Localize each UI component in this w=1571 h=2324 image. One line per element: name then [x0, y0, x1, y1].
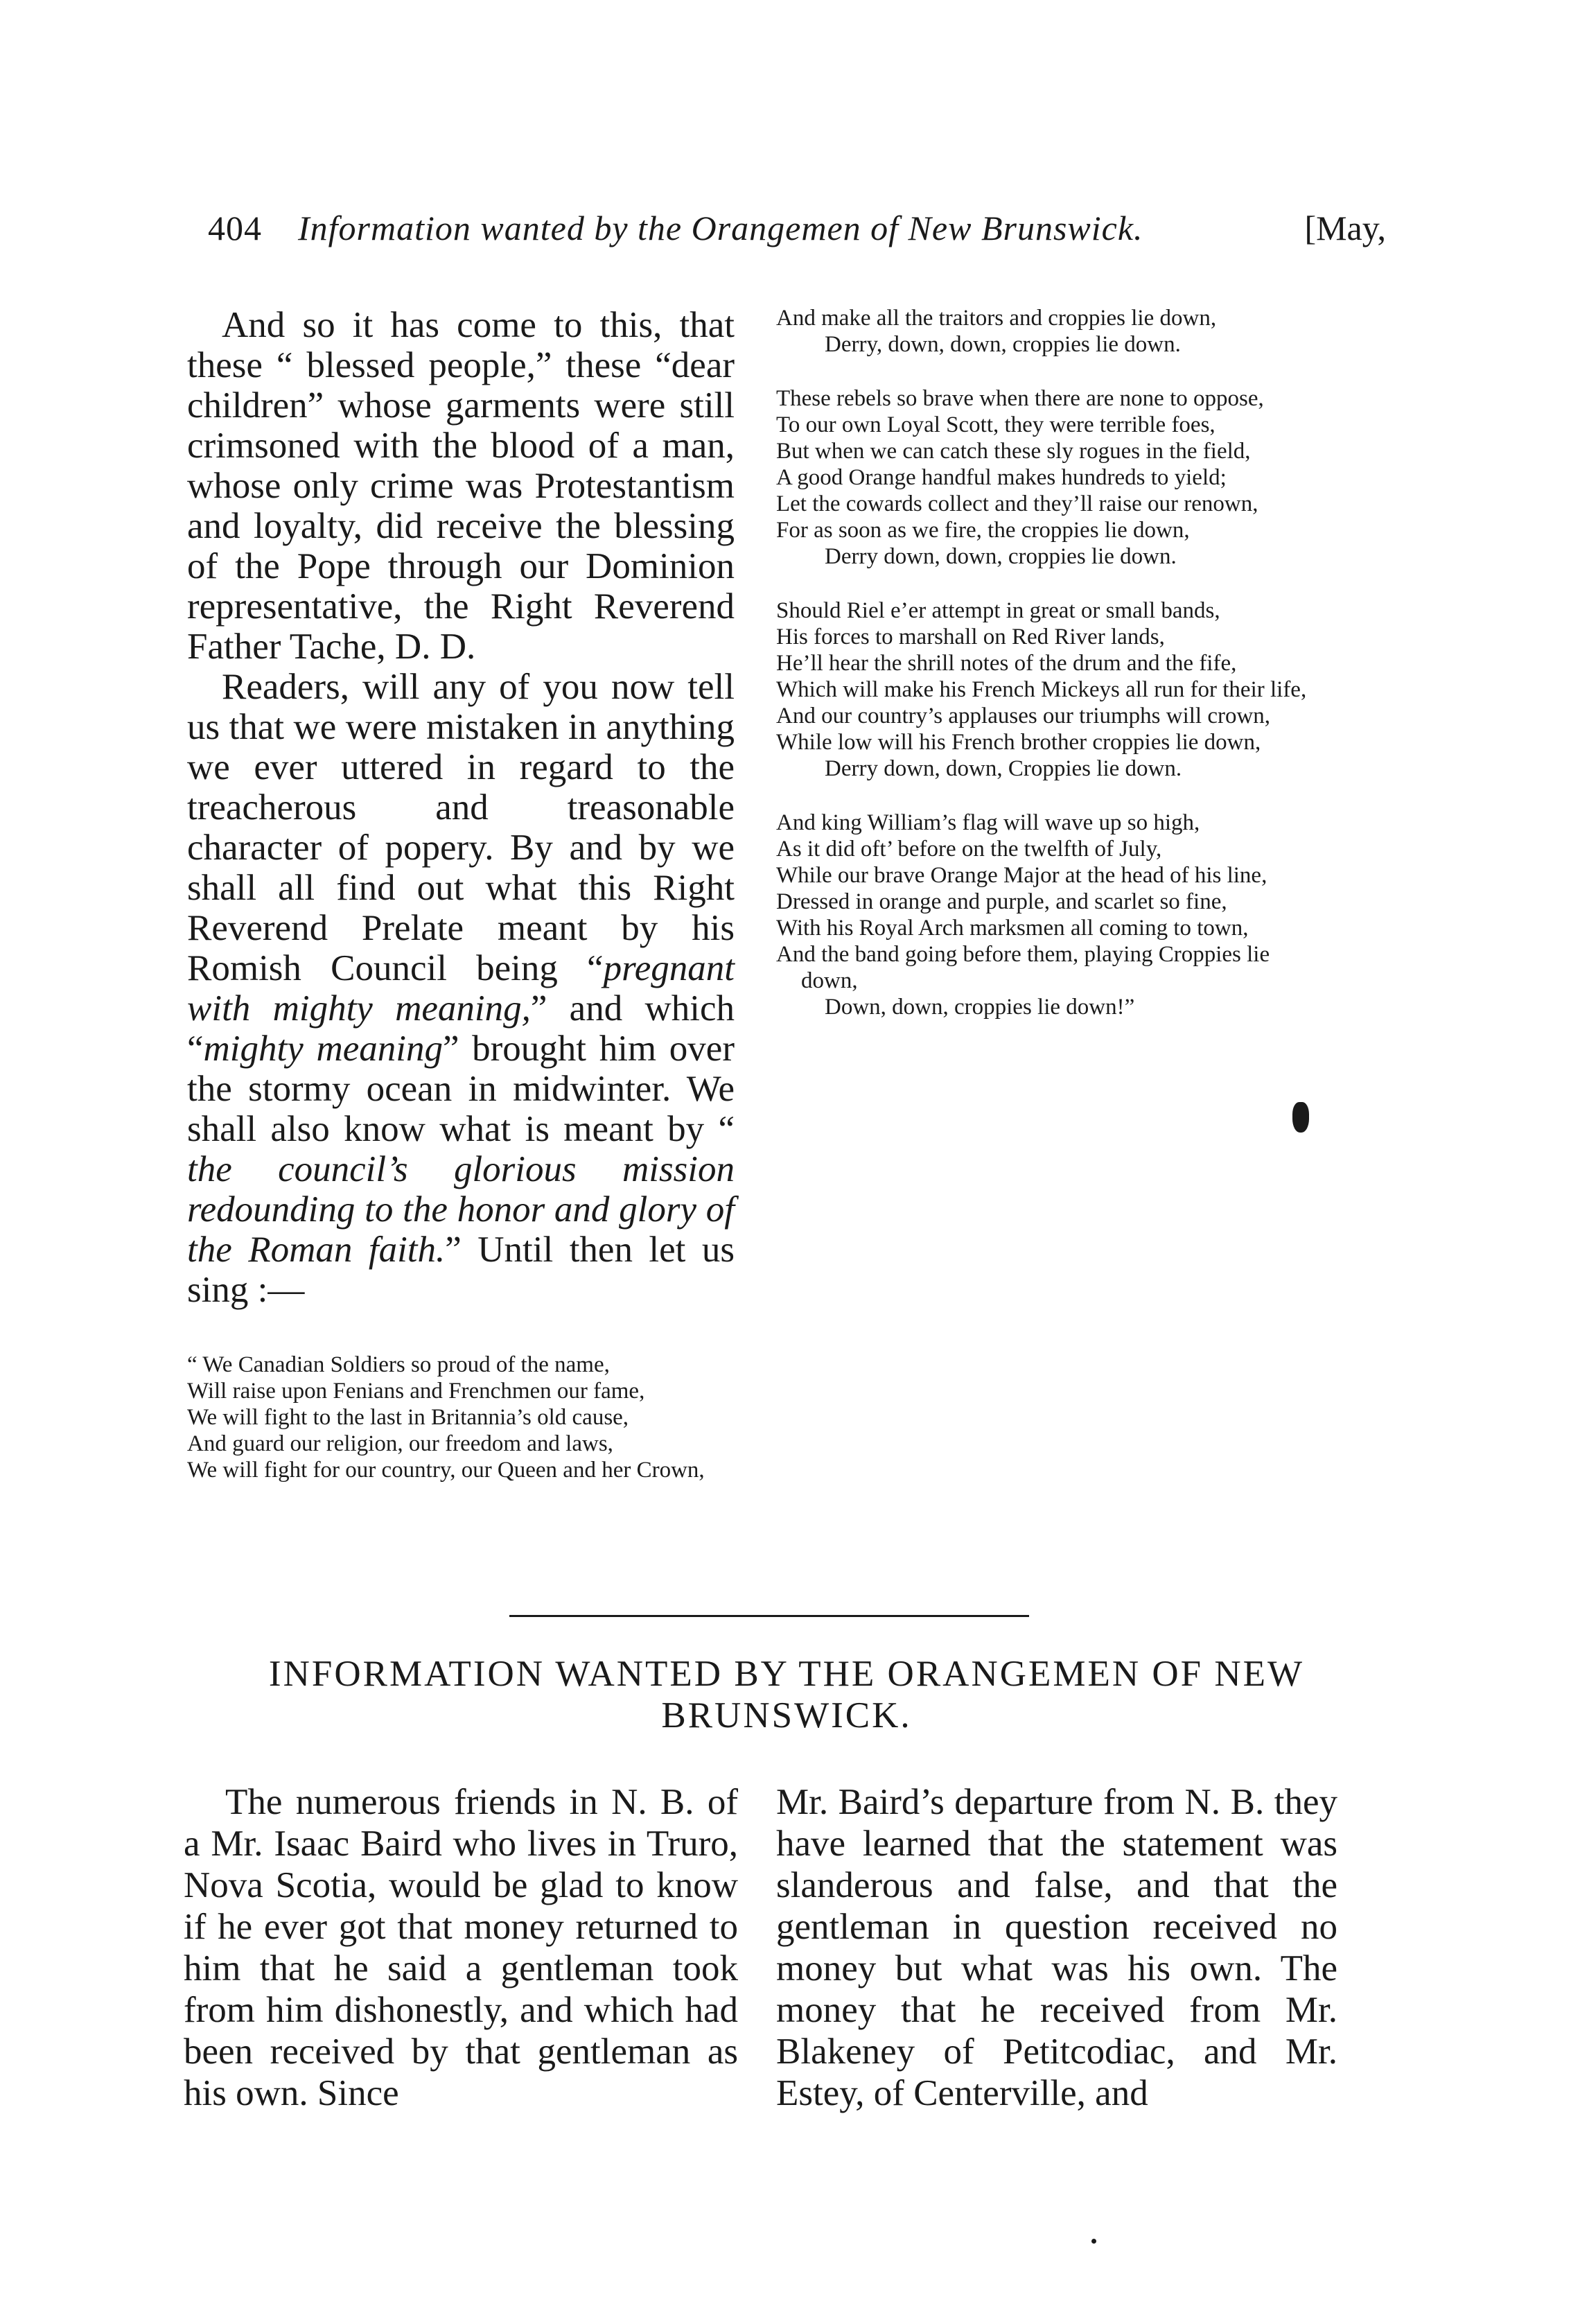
refrain: Derry, down, down, croppies lie down. — [825, 332, 1181, 357]
page-number: 404 — [208, 209, 262, 247]
running-title: Information wanted by the Orangemen of New Brunswick. — [298, 209, 1143, 247]
verse-line: He’ll hear the shrill notes of the drum and the fife, — [776, 651, 1237, 676]
verse-line: We will fight for our country, our Queen and her Crown, — [187, 1458, 705, 1483]
verse-line: We will fight to the last in Britannia’s old cause, — [187, 1405, 629, 1430]
refrain: Derry down, down, croppies lie down. — [825, 544, 1177, 569]
paragraph: And so it has come to this, that these “ blessed people,” these “dear children” whose garments were still crimsoned with the blood of a man, whose only crime was Protestantism and loyalty, did receive the blessing of the Pope through our Dominion representative, the Right Reverend Father Tache, D. D. — [187, 305, 735, 667]
verse-line: With his Royal Arch marksmen all coming to town, — [776, 916, 1249, 941]
verse-line: As it did oft’ before on the twelfth of July, — [776, 837, 1162, 862]
article-paragraph: The numerous friends in N. B. of a Mr. Isaac Baird who lives in Truro, Nova Scotia, would be glad to know if he ever got that money returned to him that he said a gentleman took from him dishonestly, and which had been received by that gentleman as his own. Since — [184, 1782, 738, 2113]
stanza — [776, 305, 1331, 358]
refrain: Down, down, croppies lie down!” — [825, 995, 1135, 1020]
running-header — [208, 208, 1386, 263]
paragraph — [187, 667, 735, 1310]
verse-line: Let the cowards collect and they’ll raise our renown, — [776, 491, 1258, 516]
section-divider — [509, 1615, 1029, 1617]
article-paragraph: Mr. Baird’s departure from N. B. they have learned that the statement was slanderous and false, and that the gentleman in question received no money but what was his own. The money that he received from Mr. Blakeney of Petitcodiac, and Mr. Estey, of Centerville, and — [776, 1782, 1337, 2113]
verse-line: Which will make his French Mickeys all run for their life, — [776, 677, 1307, 702]
verse-line: His forces to marshall on Red River lands, — [776, 624, 1165, 649]
song-verse — [776, 305, 1331, 1020]
verse-line: A good Orange handful makes hundreds to yield; — [776, 465, 1227, 490]
running-month: [May, — [1304, 209, 1386, 247]
verse-line: Will raise upon Fenians and Frenchmen our fame, — [187, 1379, 645, 1404]
paragraph-text: ” and which “ — [187, 988, 735, 1069]
verse-line: While our brave Orange Major at the head of his line, — [776, 863, 1267, 888]
verse-line: While low will his French brother croppies lie down, — [776, 730, 1261, 755]
verse-line: And guard our religion, our freedom and laws, — [187, 1431, 613, 1456]
verse-line: And our country’s applauses our triumphs will crown, — [776, 704, 1271, 728]
stanza — [776, 385, 1331, 570]
verse-line: And king William’s flag will wave up so high, — [776, 810, 1200, 835]
left-verse — [187, 1352, 735, 1483]
paragraph-text: ” brought him over the stormy ocean in midwinter. We shall also know what is meant by “ — [187, 1029, 735, 1149]
stanza — [776, 810, 1331, 1020]
paragraph-text: Readers, will any of you now tell us that we were mistaken in anything we ever uttered in regard to the treacherous and treasonable character of popery. By and by we shall all find out what this Right Reverend Prelate meant by his Romish Council being “ — [187, 667, 735, 988]
verse-line: These rebels so brave when there are none to oppose, — [776, 386, 1264, 411]
left-column — [187, 305, 735, 1483]
right-column — [776, 305, 1331, 1048]
verse-line: Should Riel e’er attempt in great or small bands, — [776, 598, 1220, 623]
verse-line: Dressed in orange and purple, and scarlet so fine, — [776, 889, 1227, 914]
paragraph-text: ” Until then let us sing :— — [187, 1230, 735, 1310]
verse-line: “ We Canadian Soldiers so proud of the name, — [187, 1352, 610, 1377]
verse-line: And the band going before them, playing Croppies lie down, — [776, 942, 1270, 993]
ink-dot — [1091, 2239, 1096, 2244]
left-prose — [187, 305, 735, 1310]
verse-line: To our own Loyal Scott, they were terrible foes, — [776, 412, 1215, 437]
italic-quote: the council’s glorious mission redounding to the honor and glory of the Roman faith. — [187, 1149, 735, 1270]
italic-quote: pregnant with mighty meaning, — [187, 948, 735, 1029]
verse-line: But when we can catch these sly rogues in the field, — [776, 439, 1251, 464]
article-right-column — [776, 1781, 1337, 2114]
stanza — [776, 597, 1331, 782]
verse-line: And make all the traitors and croppies lie down, — [776, 306, 1217, 331]
ink-blot — [1292, 1102, 1309, 1133]
refrain: Derry down, down, Croppies lie down. — [825, 756, 1182, 781]
article-left-column — [184, 1781, 738, 2114]
verse-line: For as soon as we fire, the croppies lie down, — [776, 518, 1190, 543]
italic-quote: mighty meaning — [203, 1029, 443, 1069]
article-heading: INFORMATION WANTED BY THE ORANGEMEN OF NEW BRUNSWICK. — [268, 1654, 1305, 1736]
